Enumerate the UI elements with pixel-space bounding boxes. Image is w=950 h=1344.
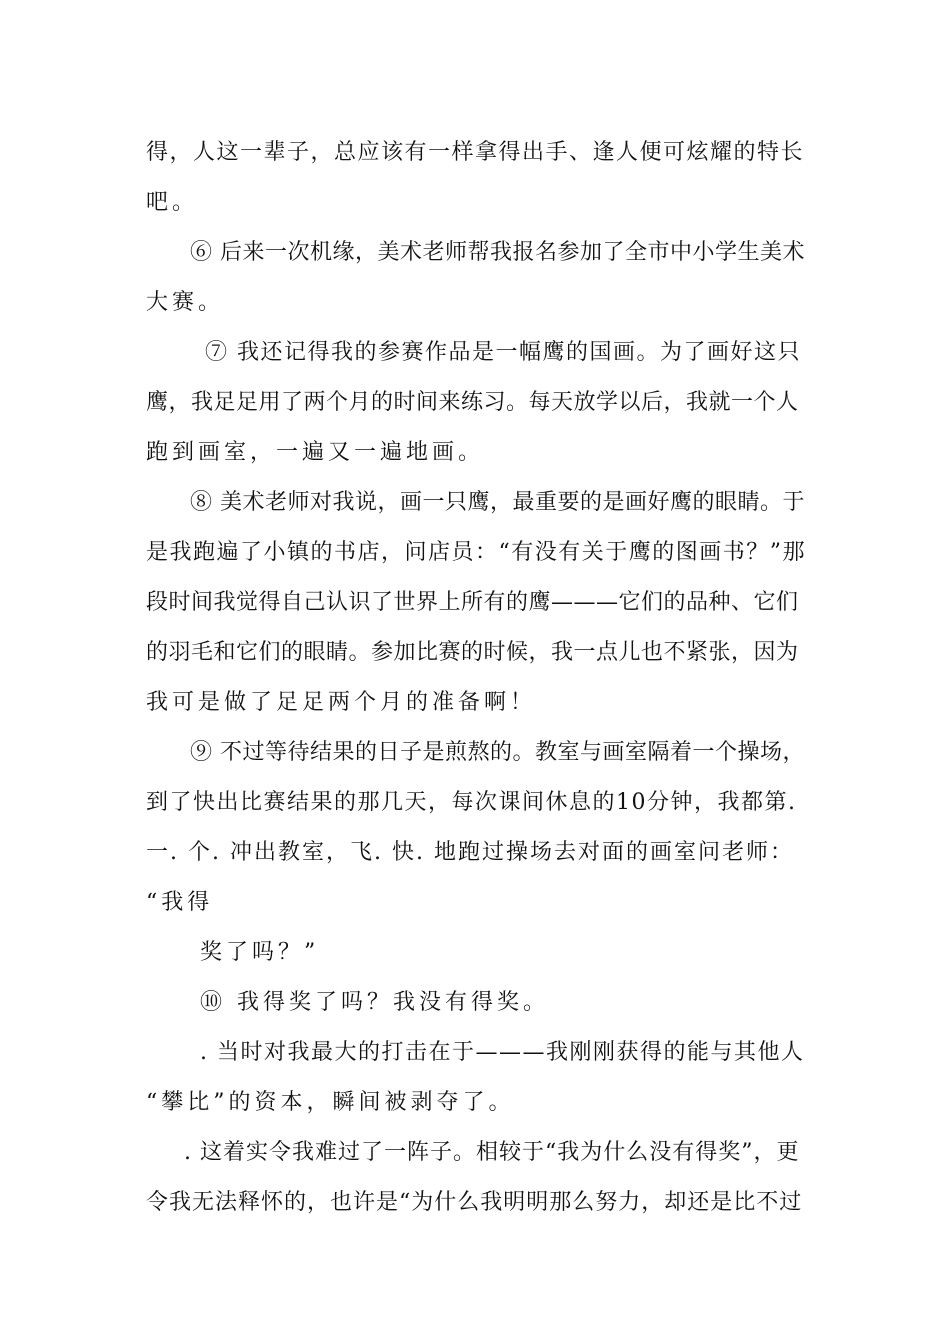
text-line: “攀比”的资本，瞬间被剥夺了。 [146, 1090, 515, 1115]
text-line: 一. 个. 冲出教室，飞. 快. 地跑过操场去对面的画室问老师： [146, 840, 794, 865]
text-line: 吧。 [146, 190, 199, 215]
text-line: 是我跑遍了小镇的书店，问店员：“有没有关于鹰的图画书？”那 [146, 540, 806, 565]
text-line: 令我无法释怀的，也许是“为什么我明明那么努力，却还是比不过 [146, 1190, 803, 1215]
text-line: 我可是做了足足两个月的准备啊！ [146, 690, 537, 715]
paragraph-6-line: ⑥ 后来一次机缘，美术老师帮我报名参加了全市中小学生美术 [190, 240, 805, 265]
text-line: 到了快出比赛结果的那几天，每次课间休息的10分钟，我都第. [146, 790, 797, 815]
text-line: 奖了吗？” [200, 940, 320, 965]
text-line: 的羽毛和它们的眼睛。参加比赛的时候，我一点儿也不紧张，因为 [146, 640, 799, 665]
text-line: 段时间我觉得自己认识了世界上所有的鹰———它们的品种、它们 [146, 590, 799, 615]
text-line: 跑到画室，一遍又一遍地画。 [146, 440, 485, 465]
paragraph-9-line: ⑨ 不过等待结果的日子是煎熬的。教室与画室隔着一个操场， [190, 740, 805, 765]
paragraph-10-line: ⑩ 我得奖了吗？我没有得奖。 [200, 990, 549, 1015]
text-line: “我得 [146, 890, 214, 915]
text-line: 得，人这一辈子，总应该有一样拿得出手、逢人便可炫耀的特长 [146, 140, 805, 165]
text-line: 大赛。 [146, 290, 225, 315]
paragraph-7-line: ⑦ 我还记得我的参赛作品是一幅鹰的国画。为了画好这只 [205, 340, 801, 365]
paragraph-12-line: . 这着实令我难过了一阵子。相较于“我为什么没有得奖”，更 [184, 1140, 800, 1165]
paragraph-11-line: . 当时对我最大的打击在于———我刚刚获得的能与其他人 [200, 1040, 805, 1065]
paragraph-8-line: ⑧ 美术老师对我说，画一只鹰，最重要的是画好鹰的眼睛。于 [190, 490, 805, 515]
text-line: 鹰，我足足用了两个月的时间来练习。每天放学以后，我就一个人 [146, 390, 799, 415]
